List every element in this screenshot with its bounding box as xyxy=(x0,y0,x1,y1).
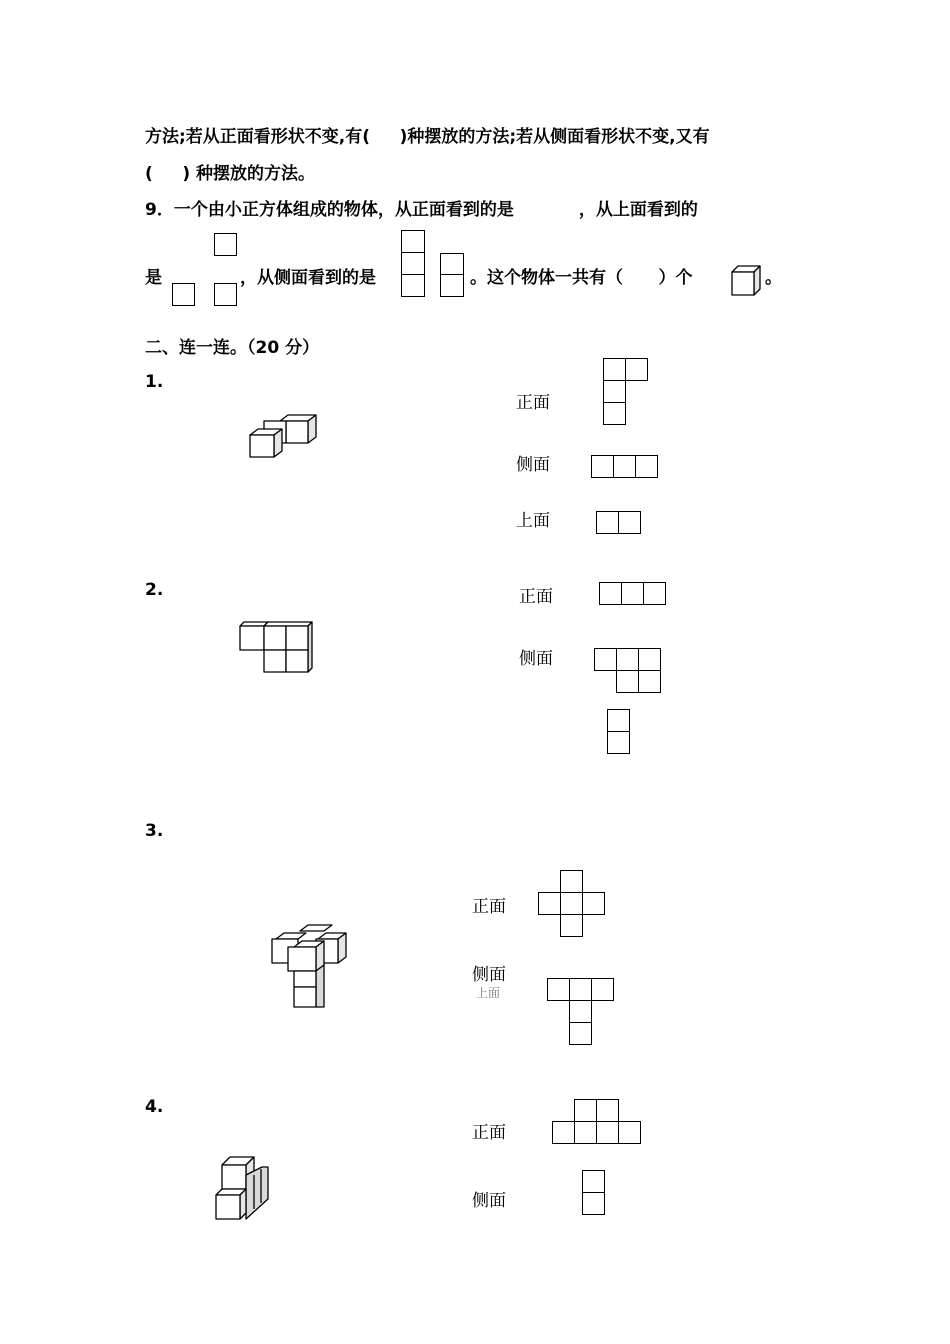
problem-3-view-square xyxy=(582,892,605,915)
problem-3-view-square xyxy=(560,892,583,915)
problem-1-view-square xyxy=(603,358,626,381)
q9-side-view-square xyxy=(401,252,425,275)
cube-icon xyxy=(730,264,762,296)
problem-2-cube-figure xyxy=(240,620,330,680)
problem-4-view-square xyxy=(596,1121,619,1144)
problem-1-view-square xyxy=(613,455,636,478)
problem-3-view-square xyxy=(560,914,583,937)
problem-1-view-square xyxy=(635,455,658,478)
problem-1-view-square xyxy=(625,358,648,381)
q9-shi: 是 xyxy=(145,268,162,288)
problem-2-label-side: 侧面 xyxy=(519,649,553,669)
problem-2-view-square xyxy=(607,709,630,732)
problem-3-view-square xyxy=(569,1022,592,1045)
q9-side-view-square xyxy=(440,274,464,297)
q8-line-2: ( ) 种摆放的方法。 xyxy=(145,164,316,184)
problem-3-cube-figure xyxy=(270,925,360,1015)
q9-side-view-square xyxy=(440,253,464,275)
problem-1-label-side: 侧面 xyxy=(516,455,550,475)
q9-side-view-square xyxy=(401,274,425,297)
problem-2-view-square xyxy=(643,582,666,605)
problem-2-view-square xyxy=(594,648,617,671)
problem-4-view-square xyxy=(618,1121,641,1144)
problem-2-number: 2. xyxy=(145,580,164,600)
problem-4-view-square xyxy=(582,1170,605,1193)
problem-1-number: 1. xyxy=(145,372,164,392)
problem-2-view-square xyxy=(621,582,644,605)
problem-3-view-square xyxy=(538,892,561,915)
q9-side-text: ，从侧面看到的是 xyxy=(240,268,376,288)
problem-1-view-square xyxy=(603,380,626,403)
problem-4-view-square xyxy=(552,1121,575,1144)
problem-1-label-front: 正面 xyxy=(516,393,550,413)
q9-top-view-square xyxy=(172,283,195,306)
problem-3-label-side: 侧面 xyxy=(472,965,506,985)
problem-2-view-square xyxy=(616,670,639,693)
q9-top-view-square xyxy=(214,233,237,256)
problem-2-view-square xyxy=(616,648,639,671)
problem-1-view-square xyxy=(618,511,641,534)
problem-2-view-square xyxy=(638,648,661,671)
problem-1-label-top: 上面 xyxy=(516,511,550,531)
q9-side-view-square xyxy=(401,230,425,253)
problem-4-view-square xyxy=(574,1099,597,1122)
problem-2-view-square xyxy=(607,731,630,754)
problem-3-view-square xyxy=(569,978,592,1001)
problem-2-label-front: 正面 xyxy=(519,587,553,607)
problem-3-view-square xyxy=(591,978,614,1001)
problem-3-view-square xyxy=(547,978,570,1001)
problem-1-view-square xyxy=(603,402,626,425)
section-2-heading: 二、连一连。（20 分） xyxy=(145,338,320,358)
problem-4-label-front: 正面 xyxy=(472,1123,506,1143)
q9-end-text: 。这个物体一共有（ ）个 xyxy=(470,268,693,288)
problem-3-number: 3. xyxy=(145,821,164,841)
problem-3-label-front: 正面 xyxy=(472,897,506,917)
problem-1-view-square xyxy=(591,455,614,478)
q9-top-view-square xyxy=(214,283,237,306)
problem-1-cube-figure xyxy=(248,413,328,473)
problem-3-faint-label: 上面 xyxy=(476,986,501,1000)
problem-3-view-square xyxy=(560,870,583,893)
problem-4-view-square xyxy=(596,1099,619,1122)
q8-line-1: 方法;若从正面看形状不变,有( )种摆放的方法;若从侧面看形状不变,又有 xyxy=(145,127,710,147)
problem-2-view-square xyxy=(638,670,661,693)
q9-period: 。 xyxy=(765,268,782,288)
problem-4-cube-figure xyxy=(214,1153,274,1223)
problem-4-view-square xyxy=(582,1192,605,1215)
problem-2-view-square xyxy=(599,582,622,605)
problem-4-number: 4. xyxy=(145,1097,164,1117)
problem-3-view-square xyxy=(569,1000,592,1023)
problem-4-view-square xyxy=(574,1121,597,1144)
problem-1-view-square xyxy=(596,511,619,534)
problem-4-label-side: 侧面 xyxy=(472,1191,506,1211)
q9-line-1: 9．一个由小正方体组成的物体，从正面看到的是 ，从上面看到的 xyxy=(145,200,698,220)
